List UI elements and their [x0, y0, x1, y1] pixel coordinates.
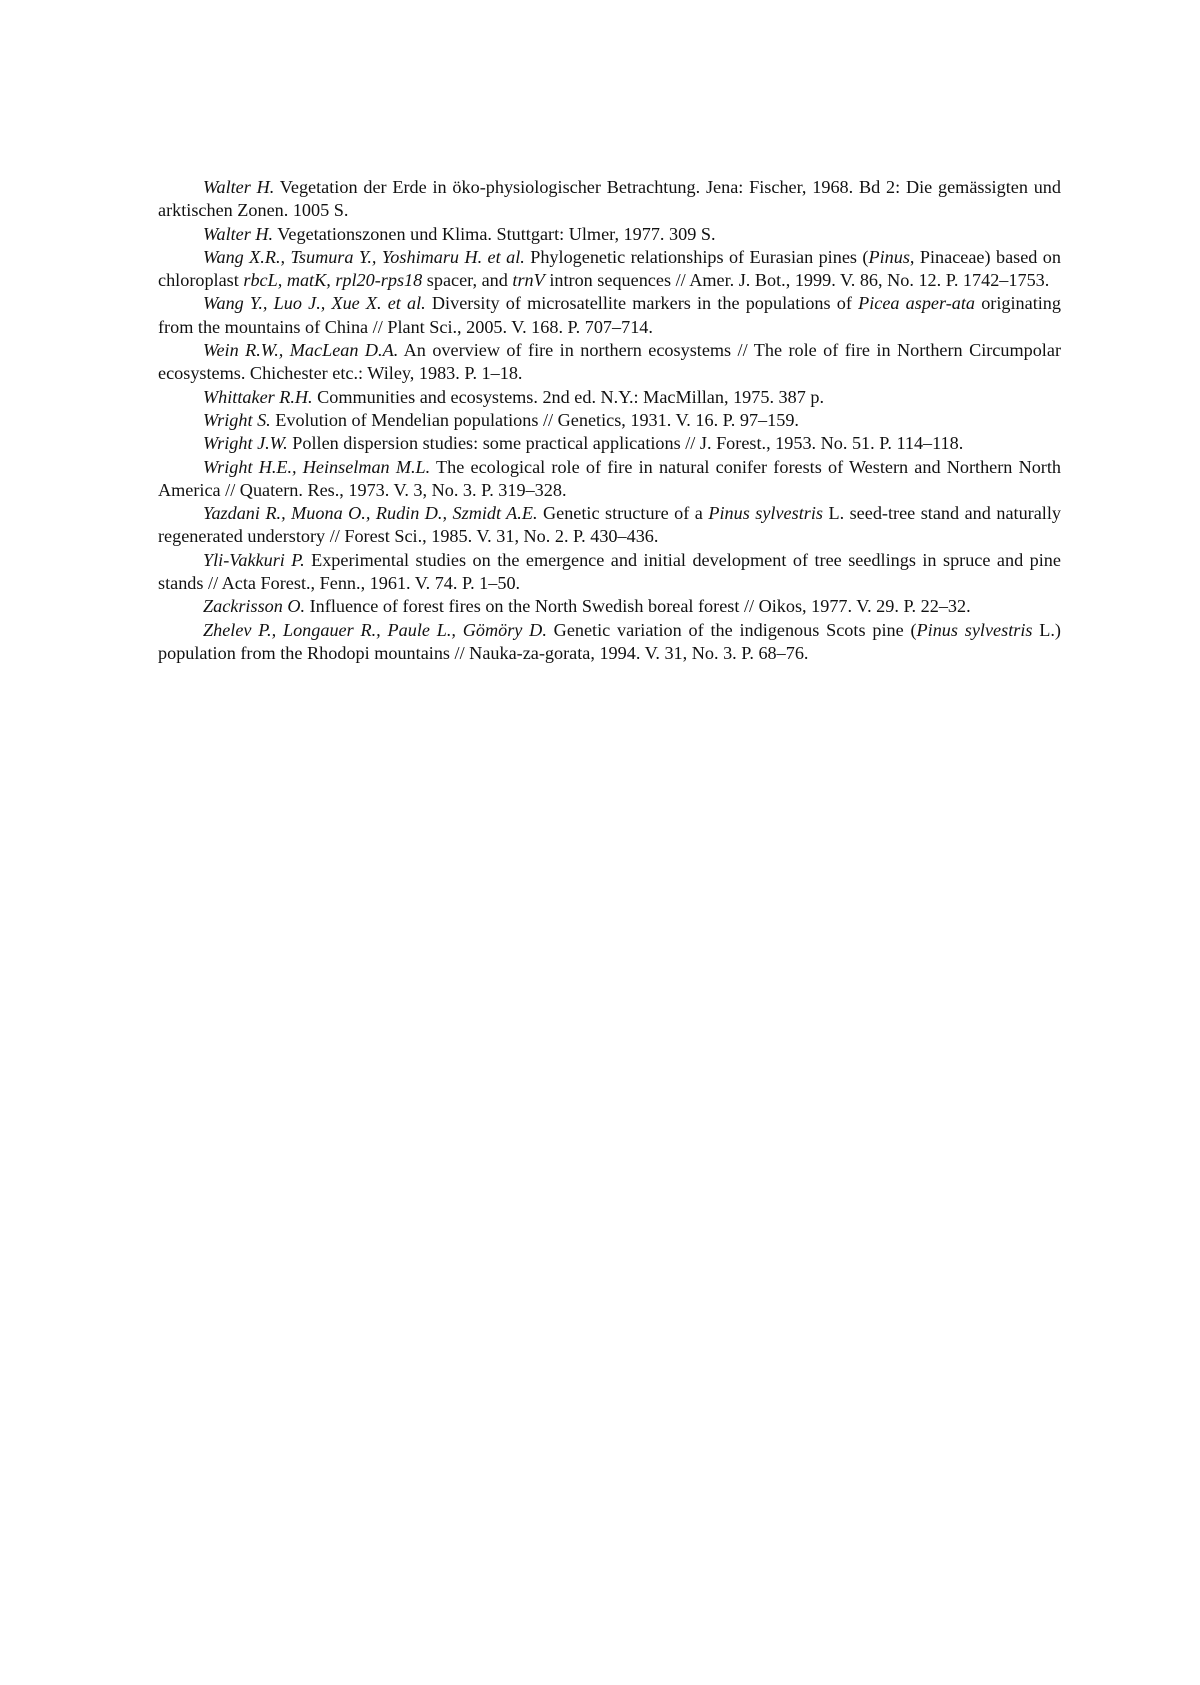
reference-list	[158, 176, 1061, 665]
reference-text: L.) population from the Rhodopi mountains // Nauka-za-gorata, 1994. V. 31, No. 3. P. 68–76.	[158, 619, 1061, 663]
reference-authors: Walter H.	[203, 177, 275, 197]
reference-authors: Wright J.W.	[203, 433, 288, 454]
reference-entry	[158, 176, 1061, 223]
reference-text: Phylogenetic relationships of Eurasian pines (	[524, 246, 869, 267]
reference-authors: Whittaker R.H.	[203, 386, 313, 407]
reference-text: intron sequences // Amer. J. Bot., 1999. V. 86, No. 12. P. 1742–1753.	[544, 270, 1050, 291]
reference-text: originating from the mountains of China // Plant Sci., 2005. V. 168. P. 707–714.	[158, 293, 1061, 337]
reference-text: spacer, and	[422, 270, 513, 291]
reference-authors: Wein R.W., MacLean D.A.	[203, 340, 399, 361]
reference-entry	[158, 292, 1061, 339]
reference-text: Pollen dispersion studies: some practical applications // J. Forest., 1953. No. 51. P. 114–118.	[287, 433, 964, 454]
reference-entry	[158, 409, 1061, 432]
reference-authors: Walter H.	[203, 223, 274, 244]
reference-authors: Wright S.	[203, 409, 271, 430]
reference-entry	[158, 595, 1061, 618]
reference-text: Diversity of microsatellite markers in the populations of	[425, 293, 859, 314]
reference-text: Vegetationszonen und Klima. Stuttgart: Ulmer, 1977. 309 S.	[273, 223, 716, 244]
reference-text: An overview of fire in northern ecosystems // The role of fire in Northern Circumpolar ecosystems. Chichester etc.: Wiley, 1983. P. 1–18.	[158, 340, 1061, 384]
reference-italic-term: Pinus sylvestris	[708, 503, 823, 524]
reference-entry	[158, 619, 1061, 666]
reference-entry	[158, 502, 1061, 549]
reference-text: , Pinaceae) based on chloroplast	[158, 246, 1061, 291]
reference-entry	[158, 339, 1061, 386]
reference-text: L. seed-tree stand and naturally regenerated understory // Forest Sci., 1985. V. 31, No. 2. P. 430–436.	[158, 503, 1061, 547]
reference-authors: Zackrisson O.	[203, 596, 306, 617]
reference-text: Vegetation der Erde in öko-physiologischer Betrachtung. Jena: Fischer, 1968. Bd 2: Die gemässigten und arktischen Zonen. 1005 S.	[158, 177, 1061, 221]
reference-italic-term: trnV	[512, 270, 545, 291]
reference-entry	[158, 432, 1061, 455]
reference-italic-term: Picea asper-ata	[858, 293, 976, 314]
reference-italic-term: Pinus sylvestris	[916, 619, 1033, 640]
reference-text: Evolution of Mendelian populations // Genetics, 1931. V. 16. P. 97–159.	[270, 409, 799, 430]
reference-authors: Zhelev P., Longauer R., Paule L., Gömöry D.	[203, 619, 547, 640]
reference-authors: Yazdani R., Muona O., Rudin D., Szmidt A.E.	[203, 503, 538, 524]
reference-entry	[158, 549, 1061, 596]
reference-authors: Wang Y., Luo J., Xue X. et al.	[203, 293, 426, 314]
reference-authors: Wright H.E., Heinselman M.L.	[203, 456, 431, 477]
reference-text: Experimental studies on the emergence and initial development of tree seedlings in spruce and pine stands // Acta Forest., Fenn., 1961. V. 74. P. 1–50.	[158, 549, 1061, 594]
reference-text: Genetic variation of the indigenous Scots pine (	[546, 619, 917, 640]
reference-entry	[158, 246, 1061, 293]
reference-text: Genetic structure of a	[537, 503, 709, 524]
reference-text: Influence of forest fires on the North Swedish boreal forest // Oikos, 1977. V. 29. P. 22–32.	[305, 596, 971, 617]
reference-entry	[158, 223, 1061, 246]
reference-entry	[158, 456, 1061, 503]
reference-text: The ecological role of fire in natural conifer forests of Western and Northern North America // Quatern. Res., 1973. V. 3, No. 3. P. 319–328.	[158, 456, 1061, 500]
reference-italic-term: rbcL, matK, rpl20-rps18	[243, 270, 423, 291]
reference-italic-term: Pinus	[868, 246, 910, 267]
reference-entry	[158, 386, 1061, 409]
reference-text: Communities and ecosystems. 2nd ed. N.Y.: MacMillan, 1975. 387 p.	[312, 386, 825, 407]
reference-authors: Wang X.R., Tsumura Y., Yoshimaru H. et al.	[203, 246, 525, 267]
reference-authors: Yli-Vakkuri P.	[203, 549, 305, 570]
